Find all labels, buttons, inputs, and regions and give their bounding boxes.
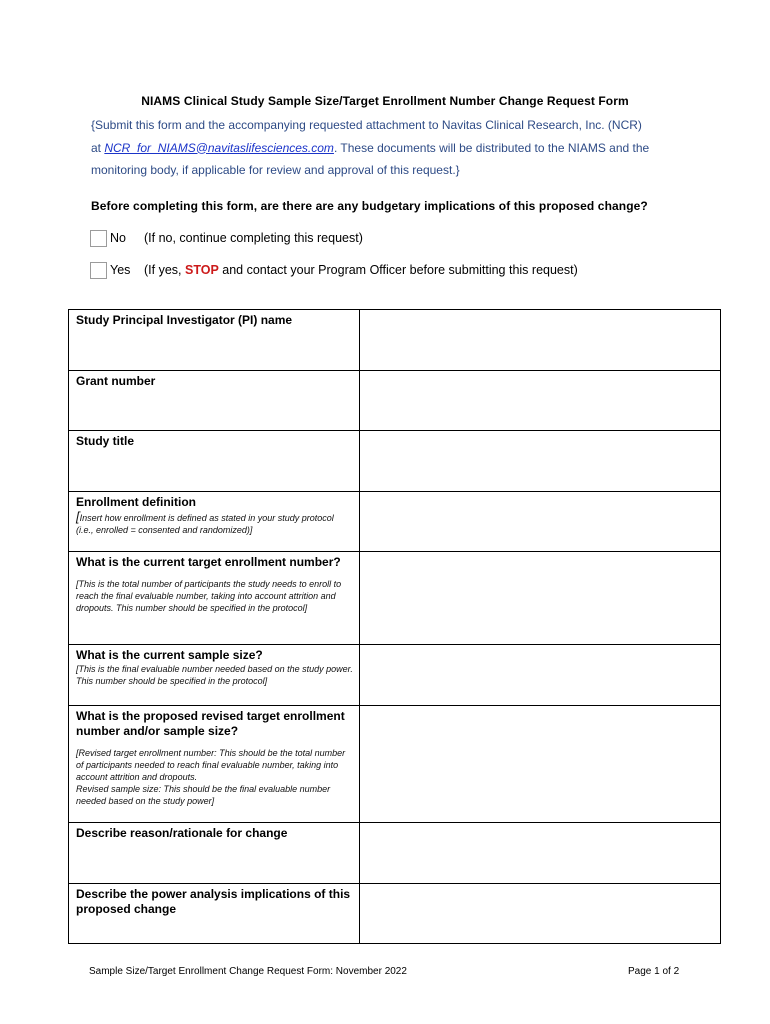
row-label: Grant number — [76, 374, 156, 388]
row-note — [76, 511, 353, 536]
row-label: Describe the power analysis implications of this proposed change — [76, 887, 351, 916]
grant-number-field[interactable] — [360, 371, 721, 431]
row-note: [This is the total number of participants the study needs to enroll to reach the final evaluable number, taking into account attrition and dropouts. This number should be specified in the protocol] — [76, 579, 342, 613]
note-bracket: [ — [76, 509, 80, 524]
row-label: Study title — [76, 434, 135, 448]
proposed-revised-field[interactable] — [360, 706, 721, 823]
enrollment-definition-label-cell — [69, 492, 360, 552]
intro-at: at — [91, 140, 105, 155]
intro-line-3: monitoring body, if applicable for review and approval of this request.} — [91, 163, 460, 177]
form-title: NIAMS Clinical Study Sample Size/Target Enrollment Number Change Request Form — [141, 94, 629, 108]
power-analysis-field[interactable] — [360, 884, 721, 944]
row-note: [Revised target enrollment number: This should be the total number of participants needed to reach final evaluable number, taking into account attrition and dropouts. — [76, 748, 346, 782]
proposed-revised-label-cell — [69, 706, 360, 823]
pi-name-field[interactable] — [360, 310, 721, 371]
table-row — [69, 371, 721, 431]
table-row — [69, 706, 721, 823]
grant-number-label-cell — [69, 371, 360, 431]
table-row — [69, 310, 721, 371]
table-row — [69, 492, 721, 552]
row-label: What is the proposed revised target enrollment number and/or sample size? — [76, 709, 345, 738]
email-link[interactable]: NCR_for_NIAMS@navitaslifesciences.com — [104, 140, 334, 155]
yes-desc-post: and contact your Program Officer before submitting this request) — [218, 263, 578, 277]
budget-question: Before completing this form, are there are any budgetary implications of this proposed change? — [91, 199, 648, 213]
yes-description — [144, 263, 578, 277]
pi-name-label-cell — [69, 310, 360, 371]
table-row — [69, 431, 721, 492]
row-label: Enrollment definition — [76, 495, 196, 509]
table-row — [69, 884, 721, 944]
current-sample-size-label-cell — [69, 645, 360, 706]
row-note-2: Revised sample size: This should be the final evaluable number needed based on the study power] — [76, 784, 331, 806]
row-label: Describe reason/rationale for change — [76, 826, 288, 840]
yes-label: Yes — [110, 263, 131, 277]
enrollment-definition-field[interactable] — [360, 492, 721, 552]
intro-line-1: {Submit this form and the accompanying requested attachment to Navitas Clinical Research, Inc. (NCR) — [91, 118, 642, 132]
current-target-enrollment-field[interactable] — [360, 552, 721, 645]
yes-desc-pre: (If yes, — [144, 263, 185, 277]
no-description: (If no, continue completing this request) — [144, 231, 363, 245]
row-label: What is the current sample size? — [76, 648, 263, 662]
no-label: No — [110, 231, 126, 245]
intro-line-2-rest: . These documents will be distributed to the NIAMS and the — [333, 140, 650, 155]
row-note-text: Insert how enrollment is defined as stated in your study protocol (i.e., enrolled = consented and randomized)] — [76, 513, 334, 535]
table-row — [69, 552, 721, 645]
table-row — [69, 645, 721, 706]
row-label: Study Principal Investigator (PI) name — [76, 313, 293, 327]
current-target-enrollment-label-cell — [69, 552, 360, 645]
reason-rationale-label-cell — [69, 823, 360, 884]
stop-text: STOP — [184, 263, 219, 277]
request-form-table — [68, 309, 721, 944]
intro-line-2 — [91, 137, 691, 160]
no-checkbox[interactable] — [90, 230, 107, 247]
footer-form-name: Sample Size/Target Enrollment Change Request Form: November 2022 — [89, 966, 407, 977]
reason-rationale-field[interactable] — [360, 823, 721, 884]
current-sample-size-field[interactable] — [360, 645, 721, 706]
row-note: [This is the final evaluable number needed based on the study power. This number should be specified in the protocol] — [76, 664, 353, 686]
page-number: Page 1 of 2 — [628, 966, 680, 977]
table-row — [69, 823, 721, 884]
study-title-label-cell — [69, 431, 360, 492]
power-analysis-label-cell — [69, 884, 360, 944]
intro-paragraph — [91, 114, 691, 182]
yes-checkbox[interactable] — [90, 262, 107, 279]
study-title-field[interactable] — [360, 431, 721, 492]
row-label: What is the current target enrollment number? — [76, 555, 341, 569]
